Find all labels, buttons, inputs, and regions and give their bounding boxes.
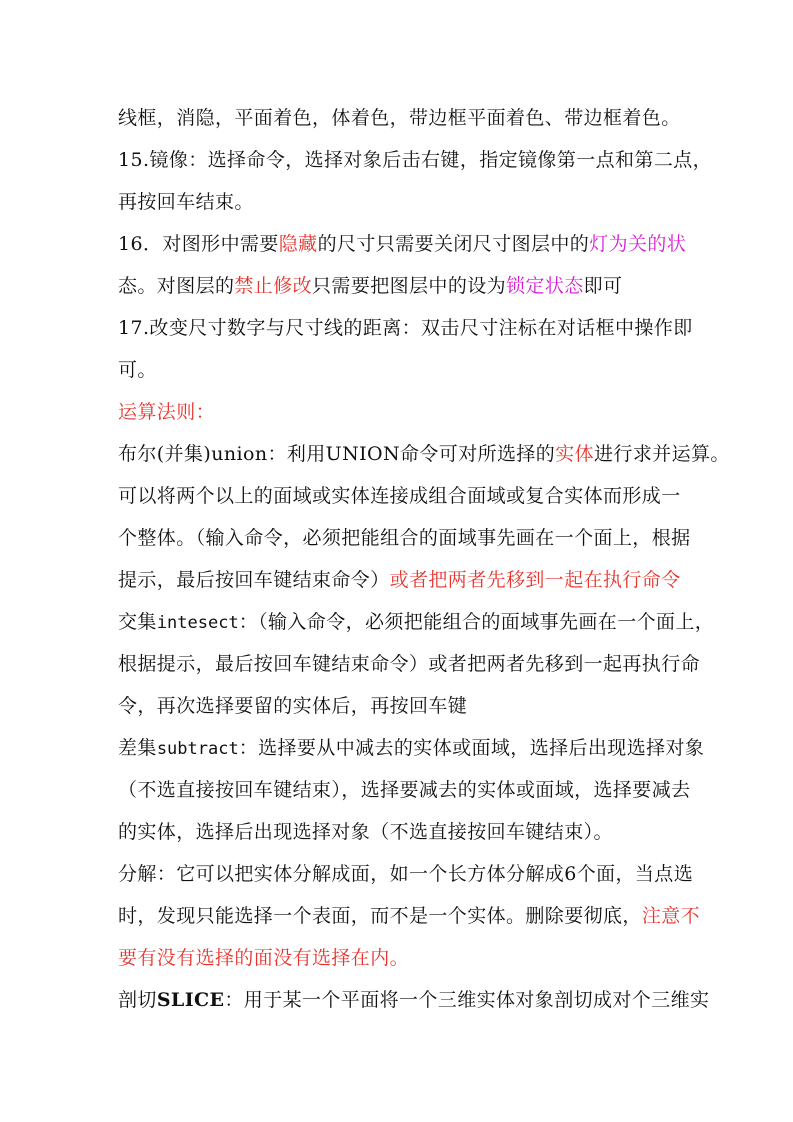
subtract-paragraph-line-1: 差集subtract：选择要从中减去的实体或面域，选择后出现选择对象 xyxy=(118,737,705,759)
highlight-no-edit: 禁止修改 xyxy=(234,275,313,297)
highlight-move-together: 或者把两者先移到一起在执行命令 xyxy=(389,569,681,591)
section-heading-operation-rules: 运算法则： xyxy=(118,401,216,423)
union-paragraph-line-3: 个整体。（输入命令，必须把能组合的面域事先画在一个面上，根据 xyxy=(118,527,691,549)
intersect-paragraph-line-1: 交集intesect：（输入命令，必须把能组合的面域事先画在一个面上， xyxy=(118,611,715,633)
intersect-keyword: intesect xyxy=(156,613,239,633)
subtract-paragraph-line-3: 的实体，选择后出现选择对象（不选直接按回车键结束）。 xyxy=(118,821,613,843)
highlight-hide: 隐藏 xyxy=(278,233,318,255)
subtract-keyword: subtract xyxy=(156,739,239,759)
union-paragraph-line-4: 提示，最后按回车键结束命令）或者把两者先移到一起在执行命令 xyxy=(118,569,681,591)
item-15-mirror-line: 15.镜像：选择命令，选择对象后击右键，指定镜像第一点和第二点， xyxy=(118,149,713,171)
highlight-locked: 锁定状态 xyxy=(506,275,584,297)
intersect-paragraph-line-3: 令，再次选择要留的实体后，再按回车键 xyxy=(118,695,468,717)
slice-keyword: SLICE xyxy=(156,989,225,1011)
highlight-note: 注意不 xyxy=(641,905,701,927)
subtract-paragraph-line-2: （不选直接按回车键结束），选择要减去的实体或面域，选择要减去 xyxy=(118,779,691,801)
explode-paragraph-line-2: 时，发现只能选择一个表面，而不是一个实体。删除要彻底，注意不 xyxy=(118,905,701,927)
explode-paragraph-line-3: 要有没有选择的面没有选择在内。 xyxy=(118,947,410,969)
item-16-line-cont: 态。对图层的禁止修改只需要把图层中的设为锁定状态即可 xyxy=(118,275,623,297)
highlight-solid: 实体 xyxy=(555,443,595,465)
intersect-paragraph-line-2: 根据提示，最后按回车键结束命令）或者把两者先移到一起再执行命 xyxy=(118,653,701,675)
slice-paragraph-line-1: 剖切SLICE：用于某一个平面将一个三维实体对象剖切成对个三维实 xyxy=(118,989,710,1011)
text-line-1: 线框，消隐，平面着色，体着色，带边框平面着色、带边框着色。 xyxy=(118,107,681,129)
highlight-light-off: 灯为关的状 xyxy=(589,233,687,255)
item-17-line-cont: 可。 xyxy=(118,359,157,381)
union-paragraph-line-2: 可以将两个以上的面域或实体连接成组合面域或复合实体而形成一 xyxy=(118,485,681,507)
union-paragraph-line-1: 布尔(并集)union：利用UNION命令可对所选择的实体进行求并运算。 xyxy=(118,443,730,465)
explode-paragraph-line-1: 分解：它可以把实体分解成面，如一个长方体分解成6个面，当点选 xyxy=(118,863,694,885)
item-16-line: 16．对图形中需要隐藏的尺寸只需要关闭尺寸图层中的灯为关的状 xyxy=(118,233,687,255)
item-15-mirror-line-cont: 再按回车结束。 xyxy=(118,191,254,213)
item-17-line: 17.改变尺寸数字与尺寸线的距离：双击尺寸注标在对话框中操作即 xyxy=(118,317,693,339)
